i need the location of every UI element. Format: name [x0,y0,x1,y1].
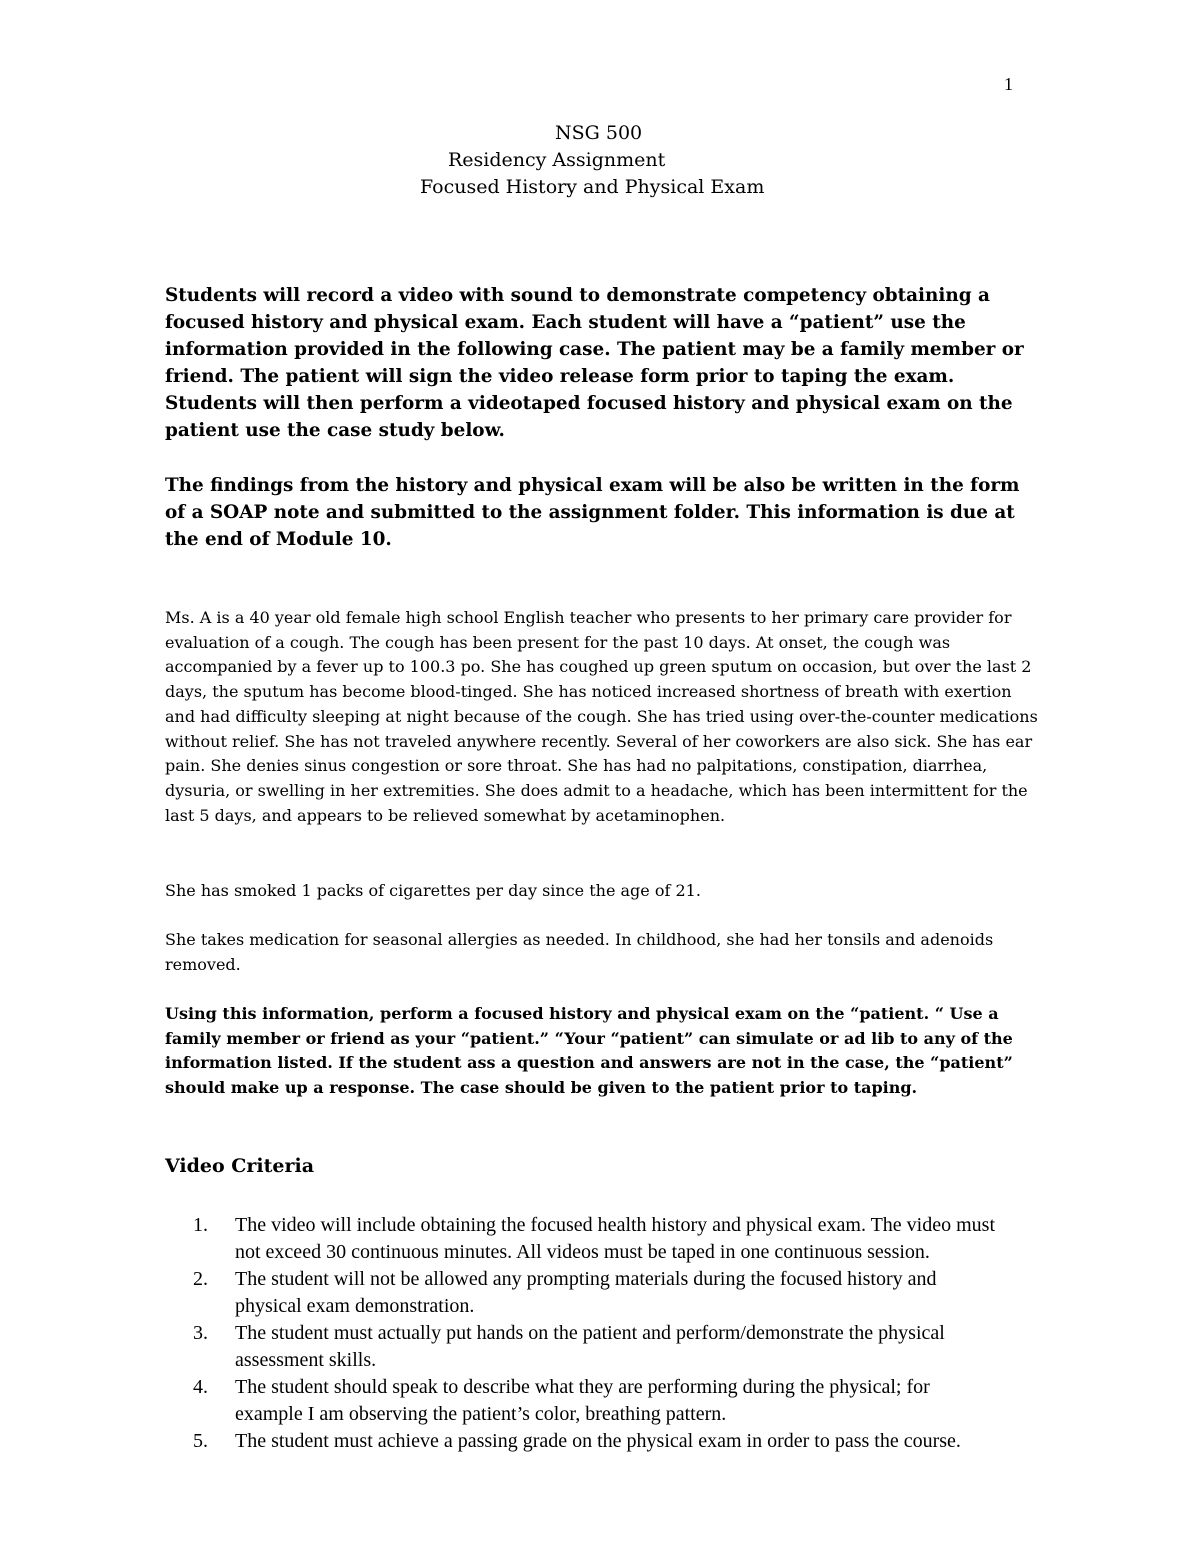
course-code: NSG 500 [555,122,643,144]
list-item-text: The student must actually put hands on the patient and perform/demonstrate the physical assessment skills. [235,1322,945,1371]
document-title: Focused History and Physical Exam [420,176,765,198]
list-item-number: 4. [193,1376,208,1398]
list-item-text: The student should speak to describe what they are performing during the physical; for example I am observing the patient’s color, breathing pattern. [235,1376,930,1425]
page-number: 1 [1004,74,1013,94]
list-item-number: 3. [193,1322,208,1344]
case-presentation: Ms. A is a 40 year old female high school English teacher who presents to her primary care provider for evaluation of a cough. The cough has been present for the past 10 days. At onset, the cough was accompanied by a fever up to 100.3 po. She has coughed up green sputum on occasion, but over the last 2 days, the sputum has become blood-tinged. She has noticed increased shortness of breath with exertion and had difficulty sleeping at night because of the cough. She has tried using over-the-counter medications without relief. She has not traveled anywhere recently. Several of her coworkers are also sick. She has ear pain. She denies sinus congestion or sore throat. She has had no palpitations, constipation, diarrhea, dysuria, or swelling in her extremities. She does admit to a headache, which has been intermittent for the last 5 days, and appears to be relieved somewhat by acetaminophen. [165,608,1038,825]
video-criteria-heading: Video Criteria [165,1155,315,1177]
list-item [165,1266,995,1320]
list-item [165,1212,995,1266]
intro-paragraph: Students will record a video with sound to demonstrate competency obtaining a focused history and physical exam. Each student will have a “patient” use the information provided in the following case. The patient may be a family member or friend. The patient will sign the video release form prior to taping the exam. Students will then perform a videotaped focused history and physical exam on the patient use the case study below. [165,285,1024,441]
list-item-text: The video will include obtaining the focused health history and physical exam. The video must not exceed 30 continuous minutes. All videos must be taped in one continuous session. [235,1214,996,1263]
smoking-history: She has smoked 1 packs of cigarettes per day since the age of 21. [165,881,701,900]
list-item [165,1428,995,1455]
video-criteria-list [165,1212,995,1455]
list-item-number: 1. [193,1214,208,1236]
instructions-paragraph: Using this information, perform a focused history and physical exam on the “patient. “ Use a family member or friend as your “patient.” “Your “patient” can simulate or ad lib to any of the information listed. If the student ass a question and answers are not in the case, the “patient” should make up a response. The case should be given to the patient prior to taping. [165,1004,1013,1098]
assignment-name: Residency Assignment [448,149,666,171]
list-item [165,1374,995,1428]
findings-paragraph: The findings from the history and physical exam will be also be written in the form of a SOAP note and submitted to the assignment folder. This information is due at the end of Module 10. [165,475,1020,550]
list-item-number: 2. [193,1268,208,1290]
list-item-text: The student will not be allowed any prompting materials during the focused history and physical exam demonstration. [235,1268,937,1317]
medication-history: She takes medication for seasonal allergies as needed. In childhood, she had her tonsils and adenoids removed. [165,930,994,974]
list-item-number: 5. [193,1430,208,1452]
list-item-text: The student must achieve a passing grade on the physical exam in order to pass the course. [235,1430,961,1452]
list-item [165,1320,995,1374]
